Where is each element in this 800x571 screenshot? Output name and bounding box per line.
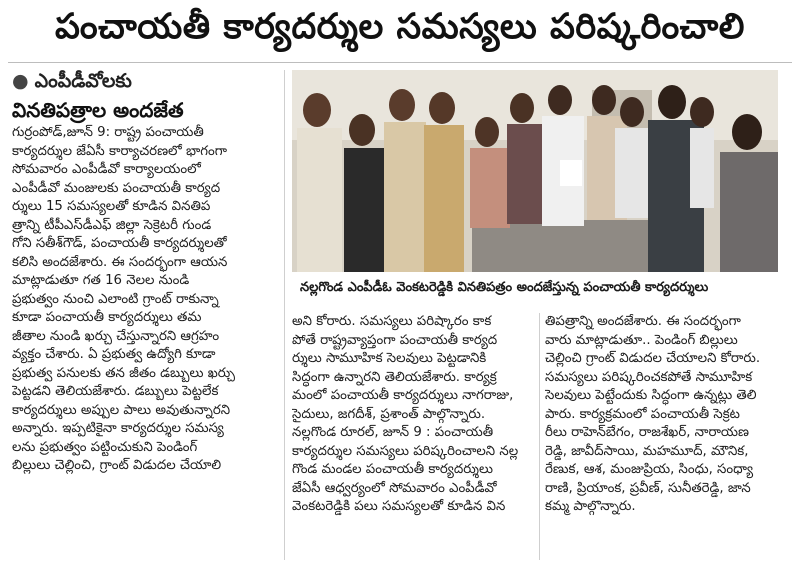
kicker-text: ఎంపీడీవోలకు: [34, 70, 132, 92]
text-line: వ్యక్తం చేశారు. ఏ ప్రభుత్వ ఉద్యోగి కూడా: [12, 347, 216, 362]
text-line: మాట్లాడుతూ గత 16 నెలల నుండి: [12, 273, 190, 288]
text-line: మంలో పంచాయతీ కార్యదర్శులు నాగరాజు,: [292, 388, 514, 403]
text-line: బిల్లులు చెల్లించి, గ్రాంట్ విడుదల చేయాలి: [12, 458, 222, 473]
text-line: కూడా పంచాయతీ కార్యదర్శులు తమ: [12, 310, 202, 325]
photo-caption: నల్లగొండ ఎంపీడీఓ వెంకటరెడ్డికి వినతిపత్రం అందజేస్తున్న పంచాయతీ కార్యదర్శులు: [300, 280, 709, 295]
text-line: ప్రభుత్వ పనులకు తన జీతం డబ్బులు ఖర్చు: [12, 365, 236, 381]
text-line: పారు. కార్యక్రమంలో పంచాయతీ సెక్రట: [545, 406, 740, 422]
article-column-2: [292, 313, 534, 517]
text-line: సైదులు, జగదీశ్, ప్రశాంత్ పాల్గొన్నారు.: [292, 406, 486, 422]
news-photo: [292, 70, 778, 272]
text-line: పెట్టడని తెలియజేశారు. డబ్బులు పెట్టలేక: [12, 384, 219, 399]
text-line: అన్నారు. ఇప్పటికైనా కార్యదర్శుల సమస్య: [12, 421, 224, 436]
column-divider: [539, 313, 540, 560]
text-line: తిపత్రాన్ని అందజేశారు. ఈ సందర్భంగా: [545, 314, 741, 329]
text-line: ర్శులు సామూహిక సెలవులు పెట్టడానికి: [292, 351, 487, 366]
photo-illustration: [292, 70, 778, 272]
article-column-3: [545, 313, 788, 517]
text-line: కార్యదర్శుల జేఏసీ కార్యాచరణలో భాగంగా: [12, 143, 227, 159]
page-headline: పంచాయతీ కార్యదర్శుల సమస్యలు పరిష్కరించాలి: [8, 0, 792, 63]
text-line: కార్యదర్శుల సమస్యలు పరిష్కరించాలని నల్ల: [292, 443, 519, 459]
text-line: ప్రభుత్వం నుంచి ఎలాంటి గ్రాంట్ రాకున్నా: [12, 291, 219, 307]
text-line: వెంకటరెడ్డికి పలు సమస్యలతో కూడిన విన: [292, 499, 506, 514]
text-line: కలిసి అందజేశారు. ఈ సందర్భంగా ఆయన: [12, 254, 228, 270]
text-line: త్రాన్ని టీపీఎస్‌డీఎఫ్ జిల్లా సెక్రెటరీ గుండ: [12, 217, 212, 233]
text-line: చెల్లించి గ్రాంట్ విడుదల చేయాలని కోరారు.: [545, 351, 761, 366]
text-line: రేణుక, ఆశ, మంజుప్రియ, సింధు, సంధ్యా: [545, 462, 754, 477]
text-line: నల్లగొండ రూరల్, జూన్ 9 : పంచాయతీ: [292, 425, 494, 440]
text-line: రాణి, ప్రియాంక, ప్రవీణ్, సునీతరెడ్డి, జాన: [545, 480, 751, 496]
text-line: కమ్మ పాల్గొన్నారు.: [545, 499, 636, 514]
text-line: పోతే రాష్ట్రవ్యాప్తంగా పంచాయతీ కార్యద: [292, 332, 498, 348]
text-line: లను ప్రభుత్వం పట్టించుకుని పెండింగ్: [12, 439, 198, 455]
text-line: గుర్రంపోడ్,జూన్ 9: రాష్ట్ర పంచాయతీ: [12, 125, 204, 140]
text-line: సెలవులు పెట్టేందుకు సిద్ధంగా ఉన్నట్లు తెలి: [545, 388, 757, 403]
text-line: సిద్ధంగా ఉన్నారని తెలియజేశారు. కార్యక్ర: [292, 369, 497, 385]
article-column-1: [12, 124, 277, 476]
text-line: ఎంపీడీవో మంజులకు పంచాయతీ కార్యద: [12, 180, 221, 196]
text-line: రీలు రాహెన్‌బేగం, రాజశేఖర్, నారాయణ: [545, 425, 750, 440]
subheadline: వినతిపత్రాల అందజేత: [12, 98, 184, 122]
text-line: వారు మాట్లాడుతూ.. పెండింగ్ బిల్లులు: [545, 332, 738, 348]
text-line: గొండ మండల పంచాయతీ కార్యదర్శులు: [292, 462, 494, 477]
bullet-icon: ●: [12, 70, 29, 92]
text-line: జీతాల నుండి ఖర్చు చేస్తున్నారని ఆగ్రహం: [12, 328, 220, 344]
column-divider: [284, 70, 285, 560]
text-line: కార్యదర్శులు అప్పుల పాలు అవుతున్నారని: [12, 402, 231, 418]
kicker: [12, 70, 282, 97]
text-line: గోని సతీశ్‌గౌడ్, పంచాయతీ కార్యదర్శులతో: [12, 236, 227, 251]
text-line: ర్శులు 15 సమస్యలతో కూడిన వినతిప: [12, 199, 211, 214]
text-line: సమస్యలు పరిష్కరించకపోతే సామూహిక: [545, 369, 753, 385]
text-line: అని కోరారు. సమస్యలు పరిష్కారం కాక: [292, 314, 492, 329]
text-line: జేఏసీ ఆధ్వర్యంలో సోమవారం ఎంపీడీవో: [292, 480, 497, 496]
text-line: సోమవారం ఎంపీడీవో కార్యాలయంలో: [12, 162, 201, 177]
text-line: రెడ్డి, జావీద్‌సాయి, మహమూద్, మౌనిక,: [545, 443, 749, 459]
